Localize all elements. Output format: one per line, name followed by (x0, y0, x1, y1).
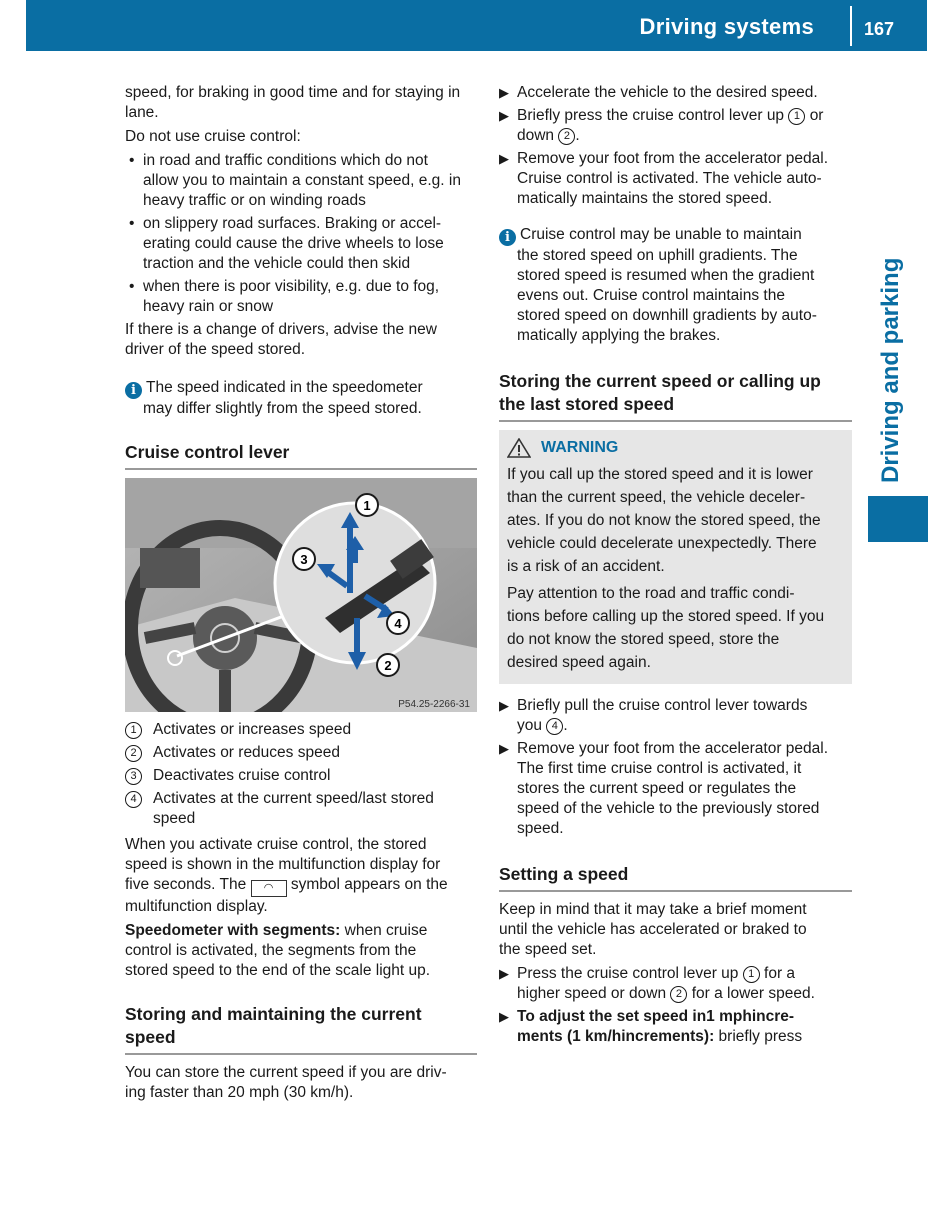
header-divider (850, 6, 852, 46)
text-line: you (517, 717, 542, 734)
bullet-icon: • (129, 215, 135, 232)
text-line: when cruise (340, 922, 428, 939)
left-column (125, 83, 477, 1107)
text-line: symbol appears on the (290, 876, 448, 893)
text-line: for a lower speed. (691, 985, 815, 1002)
text-line: allow you to maintain a constant speed, e.g. in (143, 172, 461, 189)
text-line: driver of the speed stored. (125, 341, 306, 358)
warning-paragraph (507, 463, 844, 578)
right-column (499, 83, 852, 1050)
text-line: stored speed on downhill gradients by auto- (517, 307, 817, 324)
chapter-title: Driving systems (639, 14, 814, 39)
text-line: stored speed is resumed when the gradient (517, 267, 815, 284)
side-tab-label: Driving and parking (877, 257, 904, 483)
list-item (125, 277, 477, 317)
step-item (499, 106, 852, 146)
list-item (125, 214, 477, 274)
text-line: speed, for braking in good time and for staying in (125, 84, 461, 101)
text-line: The speed indicated in the speedometer (146, 379, 423, 396)
header-bar (26, 0, 927, 51)
page-number: 167 (864, 19, 895, 39)
store-paragraph (125, 1063, 477, 1103)
legend-text: speed (153, 810, 196, 827)
legend-text: Deactivates cruise control (153, 767, 331, 784)
warning-triangle-icon (507, 438, 531, 458)
text-line: speed. (517, 820, 564, 837)
info-icon: i (499, 229, 516, 246)
text-line: until the vehicle has accelerated or braked to (499, 921, 807, 938)
bold-instruction: To adjust the set speed in1 mphincre- (517, 1008, 795, 1025)
text-line: desired speed again. (507, 654, 651, 671)
legend-number: 2 (125, 745, 142, 762)
legend-number: 4 (125, 791, 142, 808)
section-heading-calling-up (499, 370, 852, 422)
warning-title: WARNING (541, 439, 619, 456)
text-line: for a (764, 965, 796, 982)
text-line: Briefly pull the cruise control lever towards (517, 697, 808, 714)
text-line: is a risk of an accident. (507, 558, 665, 575)
text-line: speed is shown in the multifunction display for (125, 856, 441, 873)
step-item (499, 149, 852, 209)
text-line: Press the cruise control lever up (517, 965, 739, 982)
text-line: when there is poor visibility, e.g. due to fog, (143, 278, 440, 295)
text-line: the stored speed on uphill gradients. The (517, 247, 798, 264)
text-line: ates. If you do not know the stored speed, the (507, 512, 821, 529)
text-line: heavy rain or snow (143, 298, 274, 315)
text-line: on slippery road surfaces. Braking or accel- (143, 215, 442, 232)
warning-header (507, 436, 844, 459)
text-line: than the current speed, the vehicle deceler- (507, 489, 806, 506)
text-line: Pay attention to the road and traffic condi- (507, 585, 795, 602)
legend-number: 1 (125, 722, 142, 739)
bold-instruction: ments (1 km/hincrements): (517, 1028, 715, 1045)
callout-3: 3 (300, 552, 308, 567)
speedometer-term: Speedometer with segments: (125, 922, 341, 939)
text-line: stored speed to the end of the scale light up. (125, 962, 431, 979)
section-heading-cruise-lever: Cruise control lever (125, 441, 477, 470)
heading-line: speed (125, 1027, 176, 1047)
legend-item-1 (125, 720, 477, 740)
step-arrow-icon: ▶ (499, 741, 509, 756)
text-line: Cruise control is activated. The vehicle auto- (517, 170, 822, 187)
step-item (499, 739, 852, 839)
steering-wheel-illustration (125, 478, 477, 712)
ref-number-2: 2 (670, 986, 687, 1003)
intro-paragraph (125, 83, 477, 123)
text-line: Accelerate the vehicle to the desired speed. (517, 84, 818, 101)
step-item (499, 696, 852, 736)
text-line: higher speed or down (517, 985, 667, 1002)
text-line: in road and traffic conditions which do not (143, 152, 428, 169)
text-line: matically applying the brakes. (517, 327, 721, 344)
heading-line: Storing the current speed or calling up (499, 371, 821, 391)
info-note (125, 378, 477, 419)
text-line: If there is a change of drivers, advise the new (125, 321, 437, 338)
list-item (125, 151, 477, 211)
text-line: Remove your foot from the accelerator pedal. (517, 150, 829, 167)
step-arrow-icon: ▶ (499, 1009, 509, 1024)
text-line: five seconds. The (125, 876, 247, 893)
text-line: erating could cause the drive wheels to lose (143, 235, 444, 252)
legend-text: Activates or increases speed (153, 721, 352, 738)
text-line: The first time cruise control is activated, it (517, 760, 802, 777)
text-line: traction and the vehicle could then skid (143, 255, 411, 272)
bullet-icon: • (129, 152, 135, 169)
step-arrow-icon: ▶ (499, 151, 509, 166)
legend-item-2 (125, 743, 477, 763)
text-line: Keep in mind that it may take a brief moment (499, 901, 807, 918)
cruise-control-symbol-icon: ◠ (251, 880, 287, 897)
text-line: lane. (125, 104, 159, 121)
legend-text: Activates at the current speed/last stored (153, 790, 434, 807)
text-line: briefly press (714, 1028, 803, 1045)
ref-number-2: 2 (558, 128, 575, 145)
info-icon: i (125, 382, 142, 399)
section-heading-storing (125, 1003, 477, 1055)
text-line: tions before calling up the stored speed. If you (507, 608, 825, 625)
text-line: control is activated, the segments from the (125, 942, 417, 959)
legend-item-3 (125, 766, 477, 786)
text-line: evens out. Cruise control maintains the (517, 287, 785, 304)
ref-number-1: 1 (788, 108, 805, 125)
text-line: do not know the stored speed, store the (507, 631, 780, 648)
step-item (499, 964, 852, 1004)
text-line: You can store the current speed if you are driv- (125, 1064, 447, 1081)
text-line: may differ slightly from the speed stored. (143, 400, 422, 417)
text-line: When you activate cruise control, the stored (125, 836, 427, 853)
text-line: the speed set. (499, 941, 597, 958)
figure-code: P54.25-2266-31 (398, 699, 470, 710)
side-tab-marker (868, 496, 928, 542)
text-line: Briefly press the cruise control lever up (517, 107, 785, 124)
callout-2: 2 (384, 658, 392, 673)
text-line: down (517, 127, 555, 144)
heading-line: the last stored speed (499, 394, 675, 414)
section-heading-setting: Setting a speed (499, 863, 852, 892)
text-line: . (575, 127, 580, 144)
speedometer-paragraph (125, 921, 477, 981)
legend-number: 3 (125, 768, 142, 785)
legend-item-4 (125, 789, 477, 829)
text-line: or (809, 107, 824, 124)
step-arrow-icon: ▶ (499, 108, 509, 123)
text-line: heavy traffic or on winding roads (143, 192, 366, 209)
info-note (499, 225, 852, 346)
bullet-icon: • (129, 278, 135, 295)
cruise-control-lever-figure (125, 478, 477, 712)
warning-paragraph (507, 582, 844, 674)
warning-box (499, 430, 852, 684)
text-line: Remove your foot from the accelerator pedal. (517, 740, 829, 757)
step-arrow-icon: ▶ (499, 85, 509, 100)
step-arrow-icon: ▶ (499, 966, 509, 981)
callout-4: 4 (394, 616, 402, 631)
change-drivers-paragraph (125, 320, 477, 360)
ref-number-1: 1 (743, 966, 760, 983)
text-line: speed of the vehicle to the previously stored (517, 800, 820, 817)
callout-1: 1 (363, 498, 371, 513)
keep-in-mind-paragraph (499, 900, 852, 960)
step-item (499, 1007, 852, 1047)
text-line: Cruise control may be unable to maintain (520, 226, 802, 243)
do-not-use-text: Do not use cruise control: (125, 128, 301, 145)
text-line: multifunction display. (125, 898, 268, 915)
text-line: ing faster than 20 mph (30 km/h). (125, 1084, 354, 1101)
text-line: stores the current speed or regulates the (517, 780, 797, 797)
step-arrow-icon: ▶ (499, 698, 509, 713)
text-line: . (563, 717, 568, 734)
text-line: matically maintains the stored speed. (517, 190, 773, 207)
step-item (499, 83, 852, 103)
activate-paragraph (125, 835, 477, 917)
text-line: If you call up the stored speed and it is lower (507, 466, 813, 483)
legend-text: Activates or reduces speed (153, 744, 340, 761)
ref-number-4: 4 (546, 718, 563, 735)
heading-line: Storing and maintaining the current (125, 1004, 422, 1024)
text-line: vehicle could decelerate unexpectedly. There (507, 535, 817, 552)
